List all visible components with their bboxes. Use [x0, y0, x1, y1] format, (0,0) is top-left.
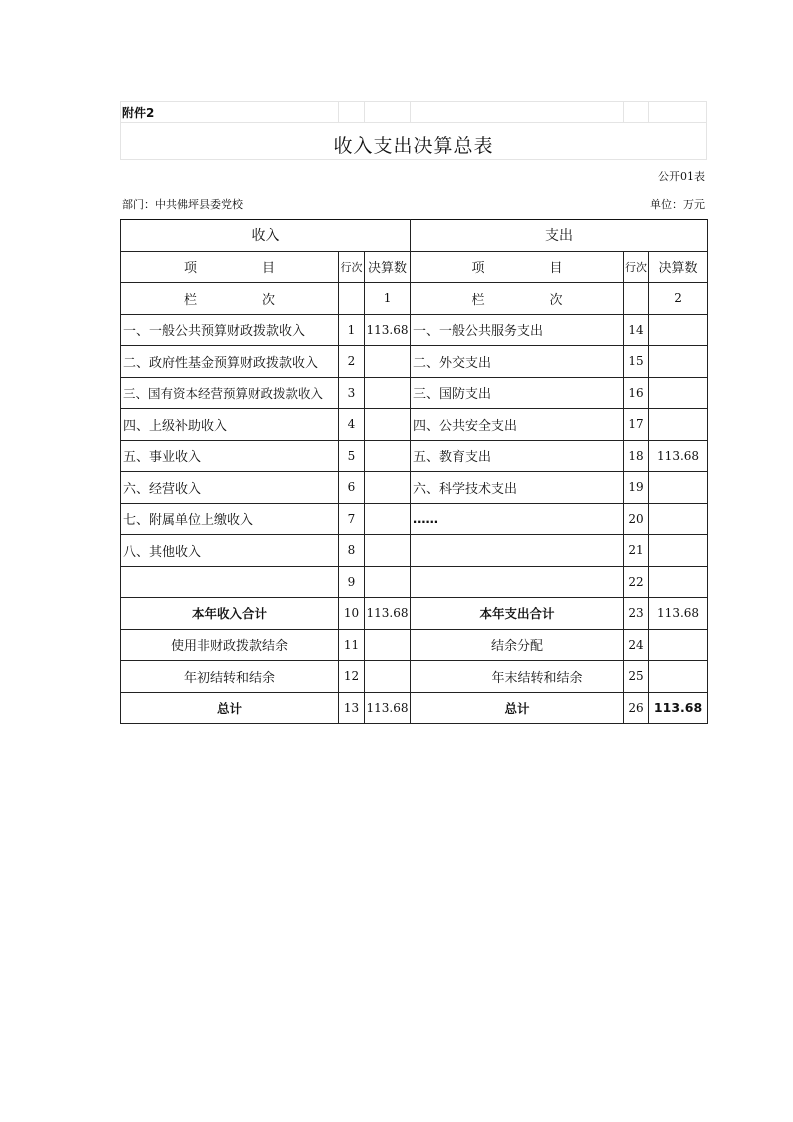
- column-header-row: [121, 251, 708, 283]
- grand-expense-total-label: 总计: [411, 692, 624, 724]
- empty-cell: [624, 283, 649, 315]
- balance-row: [121, 629, 708, 661]
- income-amount: [365, 409, 411, 441]
- income-item: 二、政府性基金预算财政拨款收入: [121, 346, 339, 378]
- table-row: [121, 377, 708, 409]
- income-line-no: 7: [339, 503, 365, 535]
- income-amount: [365, 377, 411, 409]
- income-amount: [365, 440, 411, 472]
- expense-amount: [649, 472, 708, 504]
- year-total-row: [121, 598, 708, 630]
- expense-amount-header: 决算数: [649, 251, 708, 283]
- expense-line-no: 16: [624, 377, 649, 409]
- income-column-label: 栏 次: [121, 283, 339, 315]
- expense-line-no: 19: [624, 472, 649, 504]
- table-row: [121, 314, 708, 346]
- beginning-carryover-label: 年初结转和结余: [121, 661, 339, 693]
- table-header-row: [121, 220, 708, 252]
- expense-item: 五、教育支出: [411, 440, 624, 472]
- gridline: [364, 101, 365, 122]
- income-amount: [365, 566, 411, 598]
- income-item: 七、附属单位上缴收入: [121, 503, 339, 535]
- attachment-label: 附件2: [122, 106, 155, 120]
- expense-line-no-header: 行次: [624, 251, 649, 283]
- ending-carryover-amount: [649, 661, 708, 693]
- expense-line-no: 17: [624, 409, 649, 441]
- ending-carryover-no: 25: [624, 661, 649, 693]
- form-number: 公开01表: [658, 170, 705, 183]
- expense-line-no: 20: [624, 503, 649, 535]
- expense-amount: [649, 535, 708, 567]
- non-fiscal-balance-label: 使用非财政拨款结余: [121, 629, 339, 661]
- expense-line-no: 14: [624, 314, 649, 346]
- expense-column-no: 2: [649, 283, 708, 315]
- surplus-distribution-no: 24: [624, 629, 649, 661]
- year-expense-total-amount: 113.68: [649, 598, 708, 630]
- income-item: 三、国有资本经营预算财政拨款收入: [121, 377, 339, 409]
- non-fiscal-balance-amount: [365, 629, 411, 661]
- income-line-no: 3: [339, 377, 365, 409]
- income-item-header: 项 目: [121, 251, 339, 283]
- year-income-total-label: 本年收入合计: [121, 598, 339, 630]
- gridline: [648, 101, 649, 122]
- gridline: [410, 101, 411, 122]
- expense-amount: [649, 377, 708, 409]
- expense-amount: [649, 566, 708, 598]
- beginning-carryover-amount: [365, 661, 411, 693]
- gridline: [120, 122, 707, 123]
- expense-amount: [649, 503, 708, 535]
- income-column-no: 1: [365, 283, 411, 315]
- expense-column-label: 栏 次: [411, 283, 624, 315]
- income-amount: 113.68: [365, 314, 411, 346]
- surplus-distribution-amount: [649, 629, 708, 661]
- gridline: [120, 101, 707, 102]
- income-line-no: 6: [339, 472, 365, 504]
- department-label: 部门：中共佛坪县委党校: [122, 198, 243, 211]
- income-item: 五、事业收入: [121, 440, 339, 472]
- year-income-total-amount: 113.68: [365, 598, 411, 630]
- expense-line-no: 21: [624, 535, 649, 567]
- income-item: 四、上级补助收入: [121, 409, 339, 441]
- non-fiscal-balance-no: 11: [339, 629, 365, 661]
- expense-amount: [649, 409, 708, 441]
- income-amount: [365, 472, 411, 504]
- gridline: [120, 159, 707, 160]
- expense-item: 六、科学技术支出: [411, 472, 624, 504]
- income-item: 六、经营收入: [121, 472, 339, 504]
- expense-item: 四、公共安全支出: [411, 409, 624, 441]
- table-row: [121, 409, 708, 441]
- expense-line-no: 18: [624, 440, 649, 472]
- grand-income-total-amount: 113.68: [365, 692, 411, 724]
- income-expense-table: [120, 219, 708, 724]
- expense-item: [411, 566, 624, 598]
- income-line-no: 8: [339, 535, 365, 567]
- page-title: 收入支出决算总表: [333, 135, 494, 157]
- grand-expense-total-no: 26: [624, 692, 649, 724]
- expense-amount: [649, 346, 708, 378]
- column-number-row: [121, 283, 708, 315]
- beginning-carryover-no: 12: [339, 661, 365, 693]
- income-line-no: 9: [339, 566, 365, 598]
- expense-line-no: 22: [624, 566, 649, 598]
- expense-item: [411, 535, 624, 567]
- table-row: [121, 472, 708, 504]
- grand-total-row: [121, 692, 708, 724]
- ending-carryover-label: 年末结转和结余: [411, 661, 624, 693]
- carryover-row: [121, 661, 708, 693]
- income-header: 收入: [121, 220, 411, 252]
- income-item: 八、其他收入: [121, 535, 339, 567]
- year-income-total-no: 10: [339, 598, 365, 630]
- expense-item: 一、一般公共服务支出: [411, 314, 624, 346]
- expense-item: 三、国防支出: [411, 377, 624, 409]
- table-row: [121, 440, 708, 472]
- expense-amount: 113.68: [649, 440, 708, 472]
- table-row: [121, 346, 708, 378]
- expense-item-header: 项 目: [411, 251, 624, 283]
- gridline: [623, 101, 624, 122]
- income-line-no: 2: [339, 346, 365, 378]
- income-line-no: 1: [339, 314, 365, 346]
- expense-item: ……: [411, 503, 624, 535]
- grand-income-total-no: 13: [339, 692, 365, 724]
- sheet-header: [120, 101, 707, 217]
- gridline: [338, 101, 339, 122]
- table-row: [121, 535, 708, 567]
- expense-amount: [649, 314, 708, 346]
- income-amount: [365, 535, 411, 567]
- expense-line-no: 15: [624, 346, 649, 378]
- income-item: 一、一般公共预算财政拨款收入: [121, 314, 339, 346]
- header-grid: [120, 101, 707, 217]
- income-amount: [365, 346, 411, 378]
- income-line-no: 5: [339, 440, 365, 472]
- year-expense-total-no: 23: [624, 598, 649, 630]
- year-expense-total-label: 本年支出合计: [411, 598, 624, 630]
- income-line-no-header: 行次: [339, 251, 365, 283]
- income-amount: [365, 503, 411, 535]
- empty-cell: [339, 283, 365, 315]
- income-amount-header: 决算数: [365, 251, 411, 283]
- table-row: [121, 566, 708, 598]
- income-line-no: 4: [339, 409, 365, 441]
- grand-income-total-label: 总计: [121, 692, 339, 724]
- expense-header: 支出: [411, 220, 708, 252]
- unit-label: 单位：万元: [650, 198, 705, 211]
- expense-item: 二、外交支出: [411, 346, 624, 378]
- surplus-distribution-label: 结余分配: [411, 629, 624, 661]
- table-row: [121, 503, 708, 535]
- grand-expense-total-amount: 113.68: [649, 692, 708, 724]
- income-item: [121, 566, 339, 598]
